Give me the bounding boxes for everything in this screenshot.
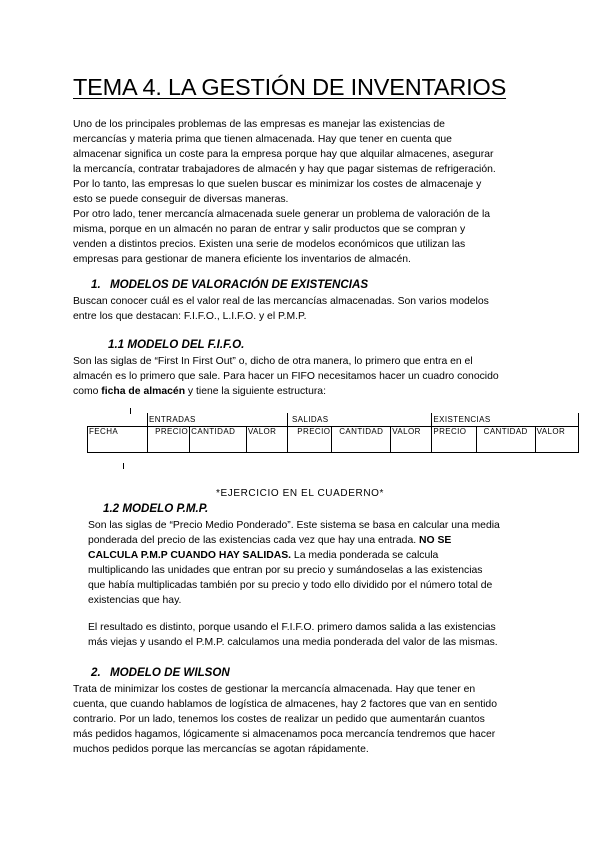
section1-heading [91, 278, 368, 291]
pmp-comparison-line: El resultado es distinto, porque usando el F.I.F.O. primero damos salida a las existencias [88, 622, 496, 633]
fifo-line: Son las siglas de “First In First Out” o, dicho de otra manera, lo primero que entra en el [73, 356, 473, 367]
section2-line: contrario. Por un lado, tenemos los costes de realizar un pedido que aumentarán cuantos [73, 714, 485, 725]
section2-heading [91, 666, 230, 679]
fifo-heading: 1.1 MODELO DEL F.I.F.O. [108, 338, 245, 351]
page-title: TEMA 4. LA GESTIÓN DE INVENTARIOS [73, 74, 507, 100]
column-header-precio: PRECIO [287, 427, 331, 453]
fifo-line3-post: y tiene la siguiente estructura: [185, 386, 326, 397]
pmp-line: que había multiplicadas también por su precio y todo ello dividido por el número total de [88, 580, 493, 591]
section2-title: MODELO DE WILSON [110, 666, 230, 679]
section2-number: 2. [91, 666, 101, 679]
pmp-line3-post: La media ponderada se calcula [291, 550, 439, 561]
column-header-cantidad: CANTIDAD [476, 427, 535, 453]
intro-paragraph [73, 117, 496, 267]
ficha-de-almacen-table [87, 413, 579, 453]
section2-line: más pedidos hagamos, lógicamente si almacenamos poca mercancía tendremos que hacer [73, 729, 496, 740]
pmp-line: Son las siglas de “Precio Medio Ponderado”. Este sistema se basa en calcular una media [88, 520, 500, 531]
column-header-valor: VALOR [535, 427, 578, 453]
column-header-precio: PRECIO [432, 427, 476, 453]
intro-line: Por otro lado, tener mercancía almacenada suele generar un problema de valoración de la [73, 209, 491, 220]
fifo-paragraph [73, 354, 499, 399]
fifo-line3-pre: como [73, 386, 102, 397]
pmp-heading: 1.2 MODELO P.M.P. [103, 502, 209, 515]
section2-line: muchos pedidos porque las mercancías se agotan rápidamente. [73, 744, 369, 755]
group-salidas: SALIDAS [287, 413, 431, 427]
column-header-cantidad: CANTIDAD [190, 427, 247, 453]
intro-line: esto se puede conseguir de diversas maneras. [73, 194, 289, 205]
pmp-paragraph [88, 518, 500, 608]
section1-title: MODELOS DE VALORACIÓN DE EXISTENCIAS [110, 278, 369, 291]
section2-line: Trata de minimizar los costes de gestionar la mercancía almacenada. Hay que tener en [73, 684, 476, 695]
section1-number: 1. [91, 278, 101, 291]
pmp-line2-bold: NO SE [419, 535, 452, 546]
intro-line: empresas para gestionar de manera eficiente los inventarios de almacén. [73, 254, 411, 265]
pmp-line [88, 533, 500, 548]
section1-line: entre los que destacan: F.I.F.O., L.I.F.O. y el P.M.P. [73, 311, 307, 322]
intro-line: Por lo tanto, las empresas lo que suelen buscar es minimizar los costes de almacenaje y [73, 179, 482, 190]
pmp-comparison-line: más viejas y usando el P.M.P. calculamos una media ponderada del valor de las mismas. [88, 637, 498, 648]
table-tick-mark [123, 463, 124, 469]
column-header-valor: VALOR [391, 427, 432, 453]
pmp-line [88, 548, 500, 563]
intro-line: mercancías y materia prima que tienen almacenada. Hay que tener en cuenta que [73, 134, 452, 145]
intro-line: almacenar significa un coste para la empresa porque hay que alquilar almacenes, asegurar [73, 149, 494, 160]
group-entradas: ENTRADAS [147, 413, 287, 427]
column-header-fecha: FECHA [88, 427, 148, 453]
pmp-comparison-paragraph [88, 620, 498, 650]
ficha-almacen-term: ficha de almacén [101, 386, 186, 397]
group-existencias: EXISTENCIAS [432, 413, 579, 427]
column-header-precio: PRECIO [147, 427, 189, 453]
section2-line: cuenta, que cuando hablamos de logística de almacenes, hay 2 factores que van en sentido [73, 699, 497, 710]
fifo-line [73, 384, 499, 399]
intro-line: venden a distintos precios. Existen una serie de modelos económicos que utilizan las [73, 239, 466, 250]
intro-line: Uno de los principales problemas de las empresas es manejar las existencias de [73, 119, 445, 130]
section1-paragraph [73, 294, 489, 324]
pmp-line2-pre: ponderada del precio de las existencias cada vez que hay una entrada. [88, 535, 419, 546]
pmp-line: existencias que hay. [88, 595, 182, 606]
intro-line: la mercancía, contratar trabajadores de almacén y hay que pagar sistemas de refrigeración. [73, 164, 496, 175]
exercise-note: *EJERCICIO EN EL CUADERNO* [215, 488, 385, 499]
pmp-line3-bold: CALCULA P.M.P CUANDO HAY SALIDAS. [88, 550, 292, 561]
section2-paragraph [73, 682, 497, 757]
pmp-line: multiplicando las unidades que entran por su precio y sumándoselas a las existencias [88, 565, 483, 576]
column-header-cantidad: CANTIDAD [332, 427, 391, 453]
section1-line: Buscan conocer cuál es el valor real de las mercancías almacenadas. Son varios modelos [73, 296, 489, 307]
fifo-line: almacén es lo primero que sale. Para hacer un FIFO necesitamos hacer un cuadro conocido [73, 371, 499, 382]
table-corner [88, 413, 148, 427]
column-header-valor: VALOR [246, 427, 287, 453]
intro-line: misma, porque en un almacén no paran de entrar y salir productos que se compran y [73, 224, 466, 235]
